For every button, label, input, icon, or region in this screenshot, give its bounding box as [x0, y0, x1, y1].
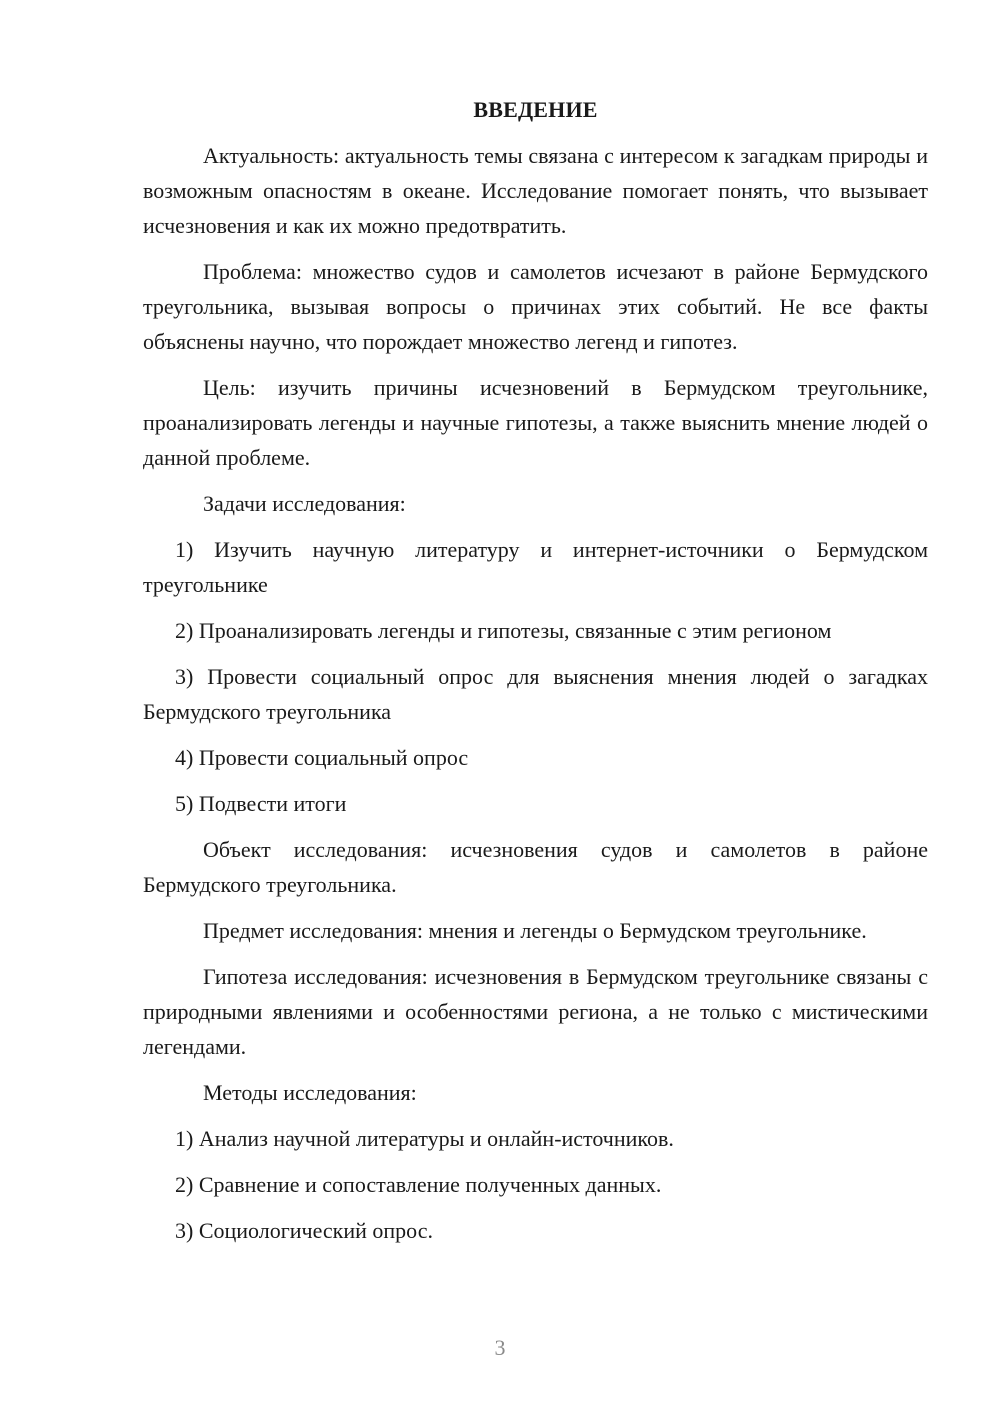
- task-item: 3) Провести социальный опрос для выяснения мнения людей о загадках Бермудского треугольника: [143, 664, 928, 724]
- task-item: 5) Подвести итоги: [175, 791, 347, 816]
- methods-heading: Методы исследования:: [203, 1080, 417, 1105]
- method-item: 1) Анализ научной литературы и онлайн-источников.: [175, 1126, 674, 1151]
- task-item: 2) Проанализировать легенды и гипотезы, связанные с этим регионом: [175, 618, 832, 643]
- subject-paragraph: Предмет исследования: мнения и легенды о Бермудском треугольнике.: [203, 918, 867, 943]
- page-number: 3: [494, 1335, 506, 1360]
- task-item: 4) Провести социальный опрос: [175, 745, 469, 770]
- document-page: [143, 92, 928, 1259]
- tasks-heading: Задачи исследования:: [203, 491, 406, 516]
- task-item: 1) Изучить научную литературу и интернет-источники о Бермудском треугольнике: [143, 537, 928, 597]
- object-paragraph: Объект исследования: исчезновения судов и самолетов в районе Бермудского треугольника.: [143, 837, 928, 897]
- relevance-paragraph: Актуальность: актуальность темы связана с интересом к загадкам природы и возможным опасностям в океане. Исследование помогает понять, что вызывает исчезновения и как их можно предотвратить.: [143, 143, 928, 238]
- problem-paragraph: Проблема: множество судов и самолетов исчезают в районе Бермудского треугольника, вызывая вопросы о причинах этих событий. Не все факты объяснены научно, что порождает множество легенд и гипотез.: [143, 259, 928, 354]
- goal-paragraph: Цель: изучить причины исчезновений в Бермудском треугольнике, проанализировать легенды и научные гипотезы, а также выяснить мнение людей о данной проблеме.: [143, 375, 928, 470]
- method-item: 2) Сравнение и сопоставление полученных данных.: [175, 1172, 662, 1197]
- method-item: 3) Социологический опрос.: [175, 1218, 433, 1243]
- page-title: ВВЕДЕНИЕ: [473, 97, 598, 122]
- hypothesis-paragraph: Гипотеза исследования: исчезновения в Бермудском треугольнике связаны с природными явлениями и особенностями региона, а не только с мистическими легендами.: [143, 964, 928, 1059]
